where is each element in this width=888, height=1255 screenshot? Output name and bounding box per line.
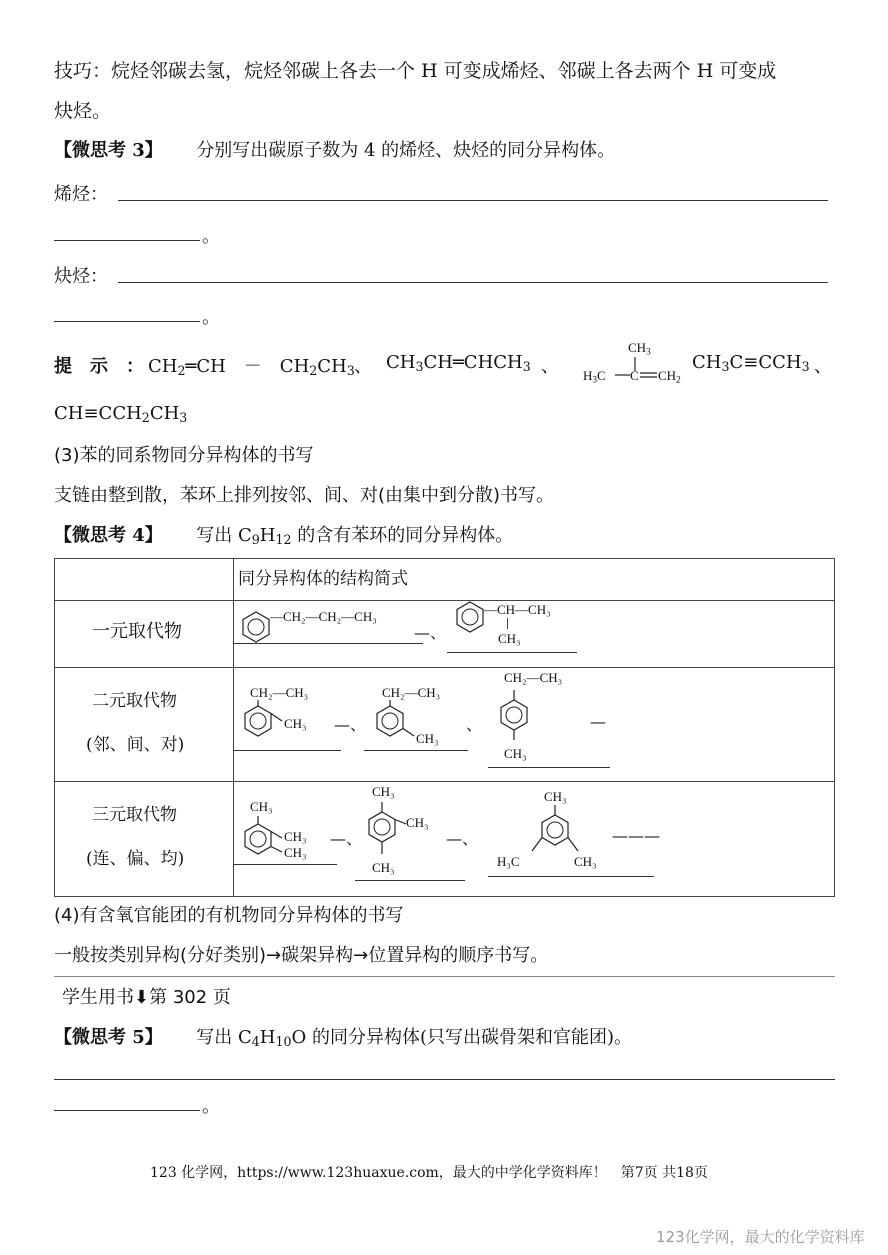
q5-answer-line-2[interactable] (54, 1110, 200, 1111)
alkene-answer-line[interactable] (118, 200, 828, 201)
row-3-sub: (连、偏、均) (86, 849, 185, 869)
section-4-rule: 一般按类别异构(分好类别)→碳架异构→位置异构的顺序书写。 (54, 945, 549, 966)
q5-question: 【微思考 5】 写出 $C_4H_{10}O$ 的同分异构体(只写出碳骨架和官能团)。 (54, 1027, 633, 1050)
row-2-name: 二元取代物 (92, 691, 177, 711)
hint-formula-2: $CH_3CH═CHCH_3$ (386, 352, 531, 375)
tri-2-methyl-right: CH₃ (406, 815, 429, 830)
row-1-name: 一元取代物 (92, 621, 182, 642)
ortho-ethyl: CH₂—CH₃ (250, 685, 309, 700)
section-3-rule: 支链由整到散，苯环上排列按邻、间、对(由集中到分散)书写。 (54, 485, 555, 506)
watermark: 123化学网，最大的化学资料库 (656, 1228, 865, 1246)
row3-answer-line-3[interactable] (488, 876, 654, 877)
alkyne-period: 。 (202, 307, 220, 328)
tip-line-2: 炔烃。 (54, 100, 112, 122)
hint-formula-1: $CH_2═CH$ － $CH_2CH_3$ (148, 356, 355, 379)
table-header: 同分异构体的结构简式 (238, 569, 408, 589)
row3-answer-line-2[interactable] (355, 880, 465, 881)
para-ring (494, 688, 534, 742)
section-3-title: (3)苯的同系物同分异构体的书写 (54, 445, 314, 466)
hint-formula-4: $CH\equiv CCH_2CH_3$ (54, 403, 188, 426)
row2-sep-1: —、 (334, 715, 367, 734)
tri-2-methyl-bottom: CH₃ (372, 860, 395, 875)
row3-end-dash: ——— (612, 826, 660, 845)
row1-sep: —、 (414, 623, 447, 642)
tri-3-methyl-left: H₃C (497, 854, 520, 869)
q5-label: 【微思考 5】 (54, 1027, 163, 1048)
benzene-ring-isopropylbenzene (454, 600, 486, 634)
meta-methyl: CH₃ (416, 731, 439, 746)
tri-2-ring (362, 800, 442, 864)
ortho-methyl: CH₃ (284, 716, 307, 731)
para-ethyl: CH₂—CH₃ (504, 670, 563, 685)
row2-sep-2: 、 (466, 715, 483, 734)
isopropyl-top: —CH—CH₃ (484, 602, 551, 617)
q4-label: 【微思考 4】 (54, 525, 163, 546)
tri-3-methyl-top: CH₃ (544, 789, 567, 804)
hint-branch-left: $H_3C$ (583, 368, 606, 385)
row2-answer-line-3[interactable] (488, 767, 610, 768)
q4-question: 【微思考 4】 写出 $C_9H_{12}$ 的含有苯环的同分异构体。 (54, 525, 514, 548)
divider (54, 976, 835, 977)
hint-label: 提 示 ： (54, 356, 144, 377)
hint-sep-1: 、 (354, 356, 372, 377)
row3-answer-line-1[interactable] (233, 864, 337, 865)
book-reference[interactable]: 学生用书⬇第 302 页 (62, 987, 231, 1008)
row3-sep-2: —、 (446, 829, 479, 848)
tri-2-methyl-top: CH₃ (372, 784, 395, 799)
alkyne-answer-line[interactable] (118, 282, 828, 283)
q5-period: 。 (202, 1096, 220, 1117)
row3-sep-1: —、 (330, 829, 363, 848)
alkene-answer-line-2[interactable] (54, 240, 200, 241)
isopropyl-bottom: CH₃ (498, 631, 521, 646)
tri-1-methyl-mid: CH₃ (284, 829, 307, 844)
hint-branch-top: $CH_3$ (628, 340, 651, 357)
alkyne-answer-line-2[interactable] (54, 321, 200, 322)
q3-question (54, 136, 615, 162)
down-arrow-icon: ⬇ (134, 987, 150, 1008)
benzene-ring-propylbenzene (240, 610, 272, 644)
hint-branch-right: $CH_2$ (658, 368, 681, 385)
hint-sep-3: 、 (814, 356, 832, 377)
row2-answer-line-1[interactable] (233, 750, 341, 751)
alkyne-label: 炔烃： (54, 266, 108, 287)
section-4-title: (4)有含氧官能团的有机物同分异构体的书写 (54, 905, 404, 926)
para-methyl: CH₃ (504, 746, 527, 761)
alkene-period: 。 (202, 226, 220, 247)
hint-branch-c: C (630, 368, 639, 383)
q3-label: 【微思考 3】 (54, 140, 163, 161)
q5-answer-line-1[interactable] (54, 1079, 835, 1080)
hint-sep-2: 、 (541, 356, 559, 377)
tri-1-methyl-low: CH₃ (284, 845, 307, 860)
row-2-sub: (邻、间、对) (86, 735, 185, 755)
row-3-name: 三元取代物 (92, 805, 177, 825)
meta-ethyl: CH₂—CH₃ (382, 685, 441, 700)
row2-answer-line-2[interactable] (364, 750, 468, 751)
row1-answer-line-2[interactable] (447, 652, 577, 653)
tri-1-methyl-top: CH₃ (250, 799, 273, 814)
hint-formula-3: $CH_3C\equiv CCH_3$ (692, 352, 810, 375)
row2-end-dash: — (590, 712, 606, 731)
alkene-label: 烯烃： (54, 184, 108, 205)
q3-text: 分别写出碳原子数为 4 的烯烃、炔烃的同分异构体。 (196, 140, 616, 161)
page-footer: 123 化学网，https://www.123huaxue.com，最大的中学化学资料库！ 第7页 共18页 (150, 1165, 708, 1181)
row1-answer-line-1[interactable] (233, 643, 423, 644)
tip-line-1: 技巧：烷烃邻碳去氢，烷烃邻碳上各去一个 H 可变成烯烃、邻碳上各去两个 H 可变成 (54, 60, 777, 82)
propyl-chain: —CH₂—CH₂—CH₃ (270, 609, 377, 624)
tri-3-methyl-right: CH₃ (574, 854, 597, 869)
